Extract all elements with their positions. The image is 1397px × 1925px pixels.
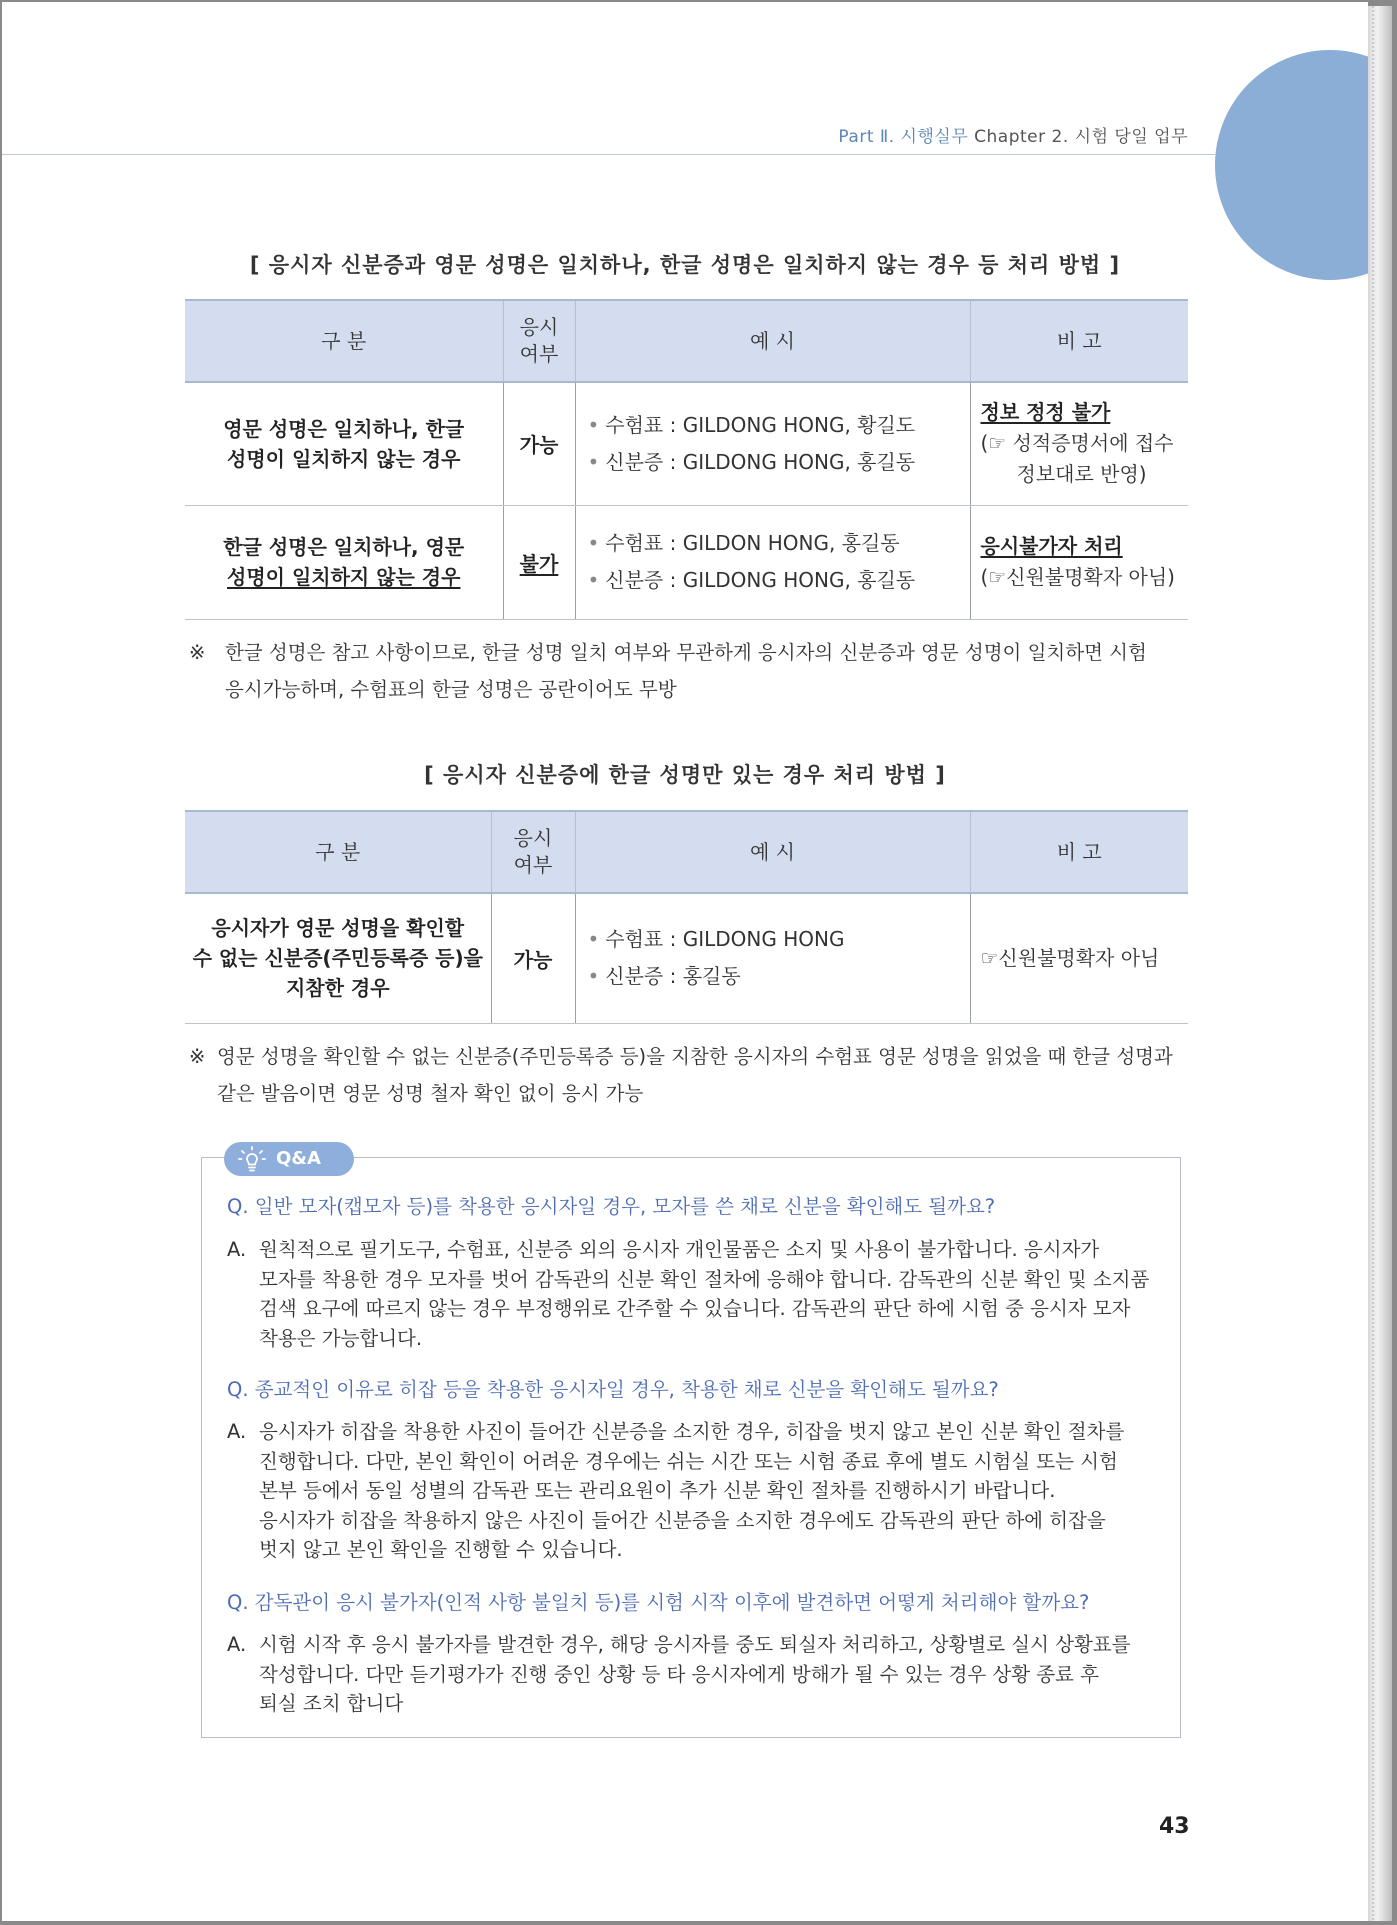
table1-row1-category: 영문 성명은 일치하나, 한글 성명이 일치하지 않는 경우	[185, 382, 503, 505]
decorative-circle	[1215, 50, 1368, 280]
table1-row2-availability: 불가	[503, 505, 575, 619]
qa-tab-label: Q&A	[276, 1148, 321, 1169]
table2-header-example: 예 시	[575, 811, 970, 893]
qa-tab	[224, 1142, 354, 1176]
running-head-chapter: Chapter 2. 시험 당일 업무	[974, 127, 1188, 147]
table1-header-note: 비 고	[970, 300, 1188, 382]
page-edge	[1368, 6, 1392, 1921]
table1-header-availability: 응시 여부	[503, 300, 575, 382]
qa-question: Q. 종교적인 이유로 히잡 등을 착용한 응시자일 경우, 착용한 채로 신분을 확인해도 될까요?	[227, 1378, 999, 1401]
qa-answer: A. 원칙적으로 필기도구, 수험표, 신분증 외의 응시자 개인물품은 소지 및 사용이 불가합니다. 응시자가 모자를 착용한 경우 모자를 벗어 감독관의 신분 확인 절차에 응해야 합니다. 감독관의 신분 확인 및 소지품 검색 요구에 따르지 않는 경우 부정행위로 간주할 수 있습니다. 감독관의 판단 하에 시험 중 응시자 모자 착용은 가능합니다.	[227, 1238, 1150, 1350]
table2-title: [ 응시자 신분증에 한글 성명만 있는 경우 처리 방법 ]	[424, 763, 946, 787]
page-number: 43	[1159, 1814, 1190, 1839]
table2-header-note: 비 고	[970, 811, 1188, 893]
qa-item-2	[227, 1375, 1162, 1565]
table1-row2-note: 응시불가자 처리 (☞신원불명확자 아님)	[970, 505, 1188, 619]
table1-footnote: ※ 한글 성명은 참고 사항이므로, 한글 성명 일치 여부와 무관하게 응시자의 신분증과 영문 성명이 일치하면 시험 응시가능하며, 수험표의 한글 성명은 공란이어도 무방	[189, 641, 1147, 701]
table2-footnote: ※ 영문 성명을 확인할 수 없는 신분증(주민등록증 등)을 지참한 응시자의 수험표 영문 성명을 읽었을 때 한글 성명과 같은 발음이면 영문 성명 철자 확인 없이 응시 가능	[189, 1045, 1173, 1105]
qa-answer: A. 시험 시작 후 응시 불가자를 발견한 경우, 해당 응시자를 중도 퇴실자 처리하고, 상황별로 실시 상황표를 작성합니다. 다만 듣기평가가 진행 중인 상황 등 타 응시자에게 방해가 될 수 있는 경우 상황 종료 후 퇴실 조치 합니다	[227, 1633, 1131, 1715]
running-head	[838, 122, 1188, 147]
table1-title: [ 응시자 신분증과 영문 성명은 일치하나, 한글 성명은 일치하지 않는 경우 등 처리 방법 ]	[249, 253, 1121, 277]
table1-row2-category: 한글 성명은 일치하나, 영문 성명이 일치하지 않는 경우	[185, 505, 503, 619]
table-row	[185, 893, 1188, 1023]
running-head-part: Part Ⅱ. 시행실무	[838, 127, 969, 147]
table2-row1-category: 응시자가 영문 성명을 확인할 수 없는 신분증(주민등록증 등)을 지참한 경우	[185, 893, 491, 1023]
qa-question: Q. 감독관이 응시 불가자(인적 사항 불일치 등)를 시험 시작 이후에 발견하면 어떻게 처리해야 할까요?	[227, 1591, 1090, 1614]
qa-item-3	[227, 1588, 1162, 1719]
table1-row1-note: 정보 정정 불가 (☞ 성적증명서에 접수 정보대로 반영)	[970, 382, 1188, 505]
table1-row1-examples: • 수험표 : GILDONG HONG, 황길도 • 신분증 : GILDONG HONG, 홍길동	[575, 382, 970, 505]
table2-row1-note: ☞신원불명확자 아님	[970, 893, 1188, 1023]
table1-row1-availability: 가능	[503, 382, 575, 505]
table2-header-category: 구 분	[185, 811, 491, 893]
lightbulb-icon	[236, 1145, 268, 1173]
table1	[185, 299, 1188, 620]
qa-answer: A. 응시자가 히잡을 착용한 사진이 들어간 신분증을 소지한 경우, 히잡을 벗지 않고 본인 신분 확인 절차를 진행합니다. 다만, 본인 확인이 어려운 경우에는 쉬는 시간 또는 시험 종료 후에 별도 시험실 또는 시험 본부 등에서 동일 성별의 감독관 또는 관리요원이 추가 신분 확인 절차를 진행하시기 바랍니다. 응시자가 히잡을 착용하지 않은 사진이 들어간 신분증을 소지한 경우에도 감독관의 판단 하에 히잡을 벗지 않고 본인 확인을 진행할 수 있습니다.	[227, 1420, 1125, 1561]
table-row	[185, 505, 1188, 619]
table1-row2-examples: • 수험표 : GILDON HONG, 홍길동 • 신분증 : GILDONG HONG, 홍길동	[575, 505, 970, 619]
table2-row1-examples: • 수험표 : GILDONG HONG • 신분증 : 홍길동	[575, 893, 970, 1023]
table1-header-example: 예 시	[575, 300, 970, 382]
qa-question: Q. 일반 모자(캡모자 등)를 착용한 응시자일 경우, 모자를 쓴 채로 신분을 확인해도 될까요?	[227, 1195, 996, 1218]
table2-row1-availability: 가능	[491, 893, 575, 1023]
table2-header-row	[185, 811, 1188, 893]
table2	[185, 810, 1188, 1024]
header-rule	[2, 154, 1215, 155]
table-row	[185, 382, 1188, 505]
table2-header-availability: 응시 여부	[491, 811, 575, 893]
document-page	[2, 2, 1368, 1921]
table1-header-category: 구 분	[185, 300, 503, 382]
table1-header-row	[185, 300, 1188, 382]
qa-item-1	[227, 1192, 1162, 1353]
